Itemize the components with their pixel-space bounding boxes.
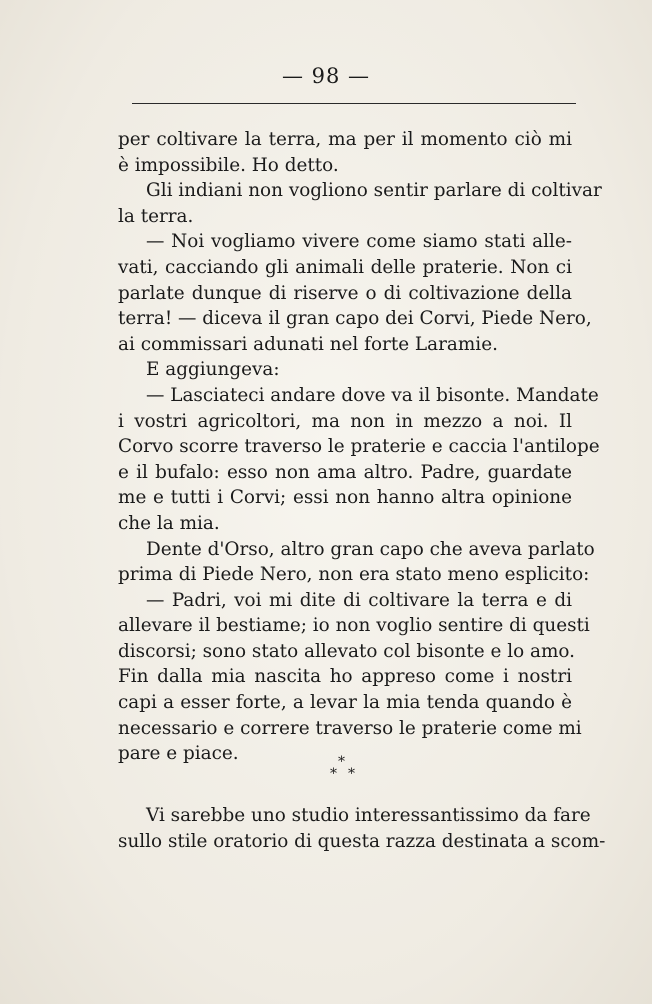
text-line: è impossibile. Ho detto.: [118, 154, 339, 176]
page-number: — 98 —: [281, 64, 371, 88]
asterisk: *: [338, 754, 345, 770]
body-text: [118, 127, 602, 770]
text-line: terra! — diceva il gran capo dei Corvi, Piede Nero,: [118, 308, 592, 330]
text-line: parlate dunque di riserve o di coltivazione della: [118, 282, 572, 304]
text-line: Gli indiani non vogliono sentir parlare di coltivar: [146, 180, 602, 202]
text-line: Dente d'Orso, altro gran capo che aveva parlato: [146, 538, 595, 560]
text-line: vati, cacciando gli animali delle praterie. Non ci: [118, 256, 572, 278]
text-line: e il bufalo: esso non ama altro. Padre, guardate: [118, 461, 572, 483]
text-line: — Noi vogliamo vivere come siamo stati alle-: [146, 231, 572, 253]
text-line: Corvo scorre traverso le praterie e caccia l'antilope: [118, 436, 600, 458]
text-line: la terra.: [118, 205, 194, 227]
text-line: sullo stile oratorio di questa razza destinata a scom-: [118, 831, 606, 852]
text-line: discorsi; sono stato allevato col bisonte e lo amo.: [118, 640, 576, 662]
text-line: necessario e correre traverso le praterie come mi: [118, 717, 582, 739]
asterisk: *: [330, 766, 337, 782]
text-line: allevare il bestiame; io non voglio sentire di questi: [118, 615, 590, 637]
text-line: i vostri agricoltori, ma non in mezzo a noi. Il: [118, 410, 572, 432]
text-line: pare e piace.: [118, 743, 239, 765]
text-line: E aggiungeva:: [146, 359, 280, 381]
text-line: Vi sarebbe uno studio interessantissimo da fare: [146, 805, 591, 826]
text-line: me e tutti i Corvi; essi non hanno altra opinione: [118, 487, 572, 509]
text-line: Fin dalla mia nascita ho appreso come i nostri: [118, 666, 572, 688]
text-line: per coltivare la terra, ma per il momento ciò mi: [118, 129, 572, 150]
text-line: che la mia.: [118, 512, 220, 534]
asterisk: *: [348, 766, 355, 782]
section-text: [118, 803, 606, 855]
text-line: — Padri, voi mi dite di coltivare la terra e di: [146, 589, 572, 611]
text-line: capi a esser forte, a levar la mia tenda quando è: [118, 692, 572, 714]
text-line: prima di Piede Nero, non era stato meno esplicito:: [118, 564, 590, 586]
section-separator: [326, 755, 366, 785]
header-rule: [132, 103, 576, 104]
text-line: — Lasciateci andare dove va il bisonte. Mandate: [146, 384, 599, 406]
text-line: ai commissari adunati nel forte Laramie.: [118, 333, 498, 355]
